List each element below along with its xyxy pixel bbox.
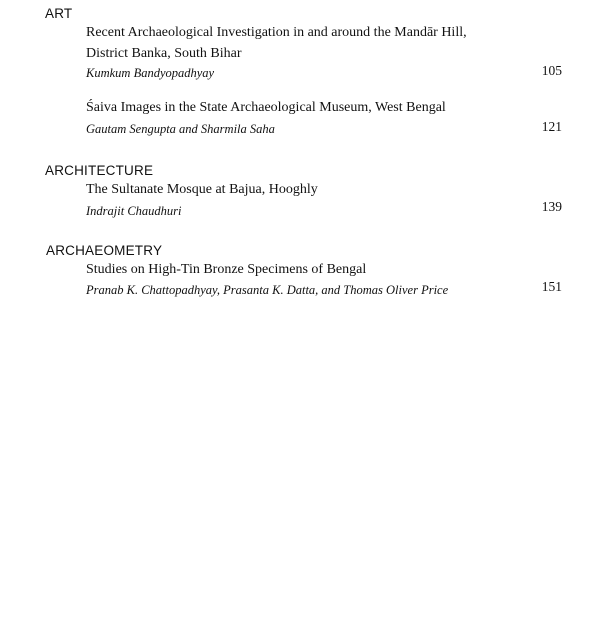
entry-author: Gautam Sengupta and Sharmila Saha [86, 122, 275, 136]
entry-page-number[interactable]: 139 [541, 199, 562, 214]
entry-page-number[interactable]: 151 [541, 279, 562, 294]
entry-title-sultanate-mosque[interactable] [86, 179, 318, 200]
entry-title-high-tin-bronze[interactable] [86, 259, 366, 280]
section-heading-archaeometry: ARCHAEOMETRY [46, 243, 163, 258]
entry-title-line: Recent Archaeological Investigation in and around the Mandār Hill, [86, 25, 467, 40]
entry-title-line: Śaiva Images in the State Archaeological Museum, West Bengal [86, 100, 446, 115]
entry-author: Pranab K. Chattopadhyay, Prasanta K. Datta, and Thomas Oliver Price [86, 283, 449, 297]
entry-author: Kumkum Bandyopadhyay [86, 66, 215, 80]
entry-title-line: The Sultanate Mosque at Bajua, Hooghly [86, 182, 318, 197]
section-heading-art: ART [45, 6, 73, 21]
entry-title-line: District Banka, South Bihar [86, 46, 242, 61]
entry-page-number[interactable]: 121 [541, 119, 562, 134]
section-heading-architecture: ARCHITECTURE [45, 163, 154, 178]
entry-page-number[interactable]: 105 [541, 63, 562, 78]
entry-title-saiva-images[interactable] [86, 97, 446, 118]
entry-title-mandar-hill[interactable] [86, 22, 467, 64]
entry-author: Indrajit Chaudhuri [86, 204, 182, 218]
entry-title-line: Studies on High-Tin Bronze Specimens of Bengal [86, 262, 367, 277]
